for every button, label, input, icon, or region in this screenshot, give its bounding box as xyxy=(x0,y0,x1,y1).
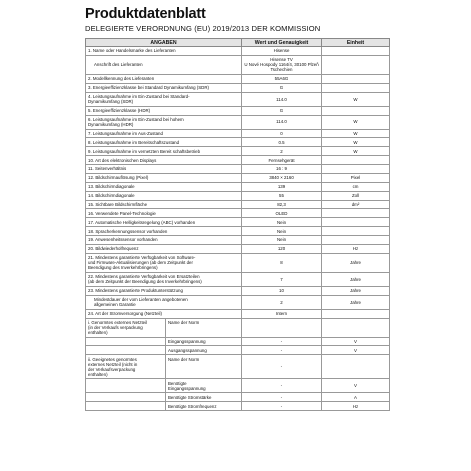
row-value xyxy=(242,129,322,138)
row-label xyxy=(86,147,242,156)
row-value: - xyxy=(242,393,322,402)
table-body xyxy=(86,47,390,411)
cell-text-line: OLED xyxy=(275,210,288,216)
row-value xyxy=(242,115,322,129)
row-label xyxy=(86,191,242,200)
row-label xyxy=(86,129,242,138)
table-row xyxy=(86,272,390,286)
row-value xyxy=(242,309,322,318)
cell-text-line: Benötigte xyxy=(168,380,187,386)
cell-text-line: 8. Leistungsaufnahme im Bereitschaftszustand xyxy=(88,139,180,145)
cell-text-line: Nein xyxy=(276,228,287,234)
row-label xyxy=(86,295,242,309)
psu-group-label xyxy=(86,346,166,354)
table-row xyxy=(86,129,390,138)
cell-text-line: 114.0 xyxy=(276,119,287,125)
column-header-einheit: Einheit xyxy=(322,39,390,47)
psu-group-label xyxy=(86,402,166,410)
psu-label-cell xyxy=(86,355,242,379)
table-row xyxy=(86,165,390,174)
table-row xyxy=(86,173,390,182)
row-label xyxy=(86,92,242,106)
cell-text-line: Dynamikumfang (SDR) xyxy=(88,99,134,105)
cell-text-line: 2. Modellkennung des Lieferanten xyxy=(88,76,155,82)
cell-text-line: G xyxy=(279,85,284,91)
cell-text-line: 22. Mindestens garantierte Verfügbarkeit von Ersatzteilen xyxy=(88,274,200,280)
cell-text-line: 7 xyxy=(280,276,283,282)
row-unit: Jahre xyxy=(322,286,390,295)
psu-param-label xyxy=(166,355,241,378)
table-row xyxy=(86,182,390,191)
row-value xyxy=(242,286,322,295)
page-title: Produktdatenblatt xyxy=(85,6,206,22)
datasheet-table xyxy=(85,38,390,411)
cell-text-line: 16. Verwendete Panel-Technologie xyxy=(88,210,156,216)
row-value: - xyxy=(242,402,322,411)
row-unit: dm² xyxy=(322,200,390,209)
row-value xyxy=(242,74,322,83)
table-row xyxy=(86,92,390,106)
cell-text-line: U Nové Hospody 1164/4, 30100 Plzeň xyxy=(244,62,319,68)
cell-text-line: Eingangsspannung xyxy=(168,338,206,344)
cell-text-line: Mindestdauer der vom Lieferanten angebotenen xyxy=(94,297,188,303)
table-row xyxy=(86,47,390,56)
row-label xyxy=(86,115,242,129)
row-label xyxy=(86,218,242,227)
table-row xyxy=(86,191,390,200)
psu-label-cell xyxy=(86,402,242,411)
cell-text-line: enthalten) xyxy=(88,330,108,336)
cell-text-line: 120 xyxy=(277,246,286,252)
cell-text-line: enthalten) xyxy=(88,371,108,377)
row-label xyxy=(86,236,242,245)
psu-external-row xyxy=(86,402,390,411)
table-row xyxy=(86,295,390,309)
row-label xyxy=(86,286,242,295)
row-unit: W xyxy=(322,115,390,129)
table-row xyxy=(86,83,390,92)
psu-label-cell xyxy=(86,337,242,346)
psu-internal-row xyxy=(86,318,390,337)
cell-text-line: 0 xyxy=(280,130,283,136)
row-label xyxy=(86,83,242,92)
cell-text-line: 13. Bildschirmdiagonale xyxy=(88,184,135,190)
table-row xyxy=(86,236,390,245)
table-row xyxy=(86,218,390,227)
row-unit xyxy=(322,227,390,236)
row-value xyxy=(242,47,322,56)
row-unit: Zoll xyxy=(322,191,390,200)
psu-label-cell xyxy=(86,318,242,337)
row-value xyxy=(242,55,322,74)
psu-param-label xyxy=(166,338,241,346)
psu-group-label xyxy=(86,379,166,392)
cell-text-line: 139 xyxy=(277,184,286,190)
cell-text-line: 2 xyxy=(280,299,283,305)
cell-text-line: Intern xyxy=(275,311,288,317)
cell-text-line: G xyxy=(279,108,284,114)
psu-label-cell xyxy=(86,346,242,355)
table-row xyxy=(86,55,390,74)
cell-text-line: 4. Leistungsaufnahme im Ein-Zustand bei Standard- xyxy=(88,94,190,100)
row-label xyxy=(86,253,242,272)
row-unit: W xyxy=(322,147,390,156)
psu-group-label xyxy=(86,338,166,346)
cell-text-line: 7. Leistungsaufnahme im Aus-Zustand xyxy=(88,130,163,136)
row-label xyxy=(86,138,242,147)
row-unit xyxy=(322,218,390,227)
row-value xyxy=(242,138,322,147)
row-unit: Jahre xyxy=(322,272,390,286)
row-label xyxy=(86,200,242,209)
row-value xyxy=(242,200,322,209)
row-label xyxy=(86,55,242,74)
cell-text-line: 3840 × 2160 xyxy=(269,175,294,181)
row-unit: Hz xyxy=(322,244,390,253)
psu-param-label xyxy=(166,393,241,401)
cell-text-line: Hisense TV xyxy=(270,57,293,63)
row-value xyxy=(242,236,322,245)
row-unit: Jahre xyxy=(322,253,390,272)
psu-group-label xyxy=(86,355,166,378)
psu-internal-row xyxy=(86,337,390,346)
table-row xyxy=(86,74,390,83)
cell-text-line: der Verkaufsverpackung xyxy=(88,366,136,372)
cell-text-line: 11. Seitenverhältnis xyxy=(88,166,127,172)
psu-param-label xyxy=(166,402,241,410)
row-value xyxy=(242,106,322,115)
cell-text-line: Hisense xyxy=(273,48,290,54)
psu-split xyxy=(86,355,241,378)
psu-param-label xyxy=(166,346,241,354)
cell-text-line: (in der Verkaufs verpackung xyxy=(88,324,143,330)
row-value: - xyxy=(242,346,322,355)
cell-text-line: Fernsehgerät xyxy=(268,157,295,163)
psu-param-label xyxy=(166,319,241,337)
row-value xyxy=(242,165,322,174)
row-label xyxy=(86,309,242,318)
row-unit: A xyxy=(322,393,390,402)
cell-text-line: 3. Energieeffizienzklasse bei Standard Dynamikumfang (SDR) xyxy=(88,85,209,91)
table-row xyxy=(86,156,390,165)
row-unit xyxy=(322,106,390,115)
psu-external-row xyxy=(86,355,390,379)
cell-text-line: 55 xyxy=(279,193,284,199)
cell-text-line: 82,3 xyxy=(277,201,286,207)
cell-text-line: 14. Bildschirmdiagonale xyxy=(88,193,135,199)
psu-split xyxy=(86,379,241,392)
table-row xyxy=(86,200,390,209)
row-label xyxy=(86,182,242,191)
psu-param-label xyxy=(166,379,241,392)
row-unit xyxy=(322,165,390,174)
cell-text-line: (ab dem Zeitpunkt der Beendigung des Inverkehrbringens) xyxy=(88,279,202,285)
column-header-wert: Wert und Genauigkeit xyxy=(242,39,322,47)
psu-group-label xyxy=(86,319,166,337)
row-value xyxy=(242,173,322,182)
row-unit xyxy=(322,156,390,165)
table-row xyxy=(86,106,390,115)
cell-text-line: Eingangsspannung xyxy=(168,385,206,391)
cell-text-line: 24. Art der Stromversorgung (Netzteil) xyxy=(88,311,162,317)
psu-external-row xyxy=(86,393,390,402)
row-unit xyxy=(322,236,390,245)
table-row xyxy=(86,115,390,129)
cell-text-line: Ausgangsspannung xyxy=(168,347,207,353)
cell-text-line: 114.0 xyxy=(276,96,287,102)
cell-text-line: 15. Sichtbare Bildschirmfläche xyxy=(88,201,148,207)
cell-text-line: 0.5 xyxy=(278,139,285,145)
row-value xyxy=(242,182,322,191)
row-value xyxy=(242,92,322,106)
table-row xyxy=(86,227,390,236)
cell-text-line: Name der Norm xyxy=(168,319,200,325)
psu-group-label xyxy=(86,393,166,401)
row-unit: V xyxy=(322,346,390,355)
row-unit xyxy=(322,209,390,218)
row-unit xyxy=(322,309,390,318)
row-value xyxy=(242,318,322,337)
row-unit xyxy=(322,355,390,379)
row-label xyxy=(86,47,242,56)
row-label xyxy=(86,209,242,218)
column-header-angaben: ANGABEN xyxy=(86,39,242,47)
row-value xyxy=(242,147,322,156)
row-label xyxy=(86,74,242,83)
row-unit xyxy=(322,55,390,74)
page-subtitle: DELEGIERTE VERORDNUNG (EU) 2019/2013 DER KOMMISSION xyxy=(85,24,321,33)
cell-text-line: 16 : 9 xyxy=(276,166,287,172)
cell-text-line: 55A6G xyxy=(274,76,289,82)
row-value xyxy=(242,156,322,165)
row-value xyxy=(242,253,322,272)
row-value: - xyxy=(242,379,322,393)
row-value xyxy=(242,209,322,218)
row-label xyxy=(86,106,242,115)
psu-internal-row xyxy=(86,346,390,355)
cell-text-line: i. Genormtes externes Netzteil xyxy=(88,319,148,325)
row-unit xyxy=(322,74,390,83)
cell-text-line: ii. Geeignetes genormtes xyxy=(88,356,137,362)
cell-text-line: 10. Art des elektronischen Displays xyxy=(88,157,157,163)
row-unit xyxy=(322,83,390,92)
row-unit: Hz xyxy=(322,402,390,411)
cell-text-line: 8 xyxy=(280,260,283,266)
row-label xyxy=(86,156,242,165)
cell-text-line: 1. Name oder Handelsmarke des Lieferanten xyxy=(88,48,176,54)
cell-text-line: 19. Anwesenheitssensor vorhanden xyxy=(88,237,158,243)
row-unit: cm xyxy=(322,182,390,191)
cell-text-line: 20. Bildwiederholfrequenz xyxy=(88,246,139,252)
row-label xyxy=(86,227,242,236)
cell-text-line: Benötigte Stromstärke xyxy=(168,394,212,400)
row-value xyxy=(242,295,322,309)
row-value xyxy=(242,83,322,92)
row-value: - xyxy=(242,355,322,379)
cell-text-line: 12. Bildschirmauflösung (Pixel) xyxy=(88,175,149,181)
psu-label-cell xyxy=(86,393,242,402)
cell-text-line: 10 xyxy=(279,288,284,294)
table-row xyxy=(86,309,390,318)
cell-text-line: externes Netzteil (nicht in xyxy=(88,361,138,367)
row-label xyxy=(86,165,242,174)
cell-text-line: Name der Norm xyxy=(168,356,200,362)
table-row xyxy=(86,138,390,147)
row-label xyxy=(86,272,242,286)
cell-text-line: Nein xyxy=(276,219,287,225)
psu-split xyxy=(86,338,241,346)
row-value xyxy=(242,272,322,286)
row-unit: W xyxy=(322,129,390,138)
table-row xyxy=(86,244,390,253)
row-value xyxy=(242,218,322,227)
row-unit: W xyxy=(322,92,390,106)
cell-text-line: Nein xyxy=(276,237,287,243)
cell-text-line: 2 xyxy=(280,148,283,154)
table-row xyxy=(86,286,390,295)
cell-text-line: 23. Mindestens garantierte Produktunterstützung xyxy=(88,288,183,294)
row-value xyxy=(242,191,322,200)
row-label xyxy=(86,244,242,253)
cell-text-line: 5. Energieeffizienzklasse (HDR) xyxy=(88,108,151,114)
table-row xyxy=(86,147,390,156)
cell-text-line: Dynamikumfang (HDR) xyxy=(88,122,134,128)
row-value xyxy=(242,244,322,253)
cell-text-line: und Firmware-Aktualisierungen (ab dem Zeitpunkt der xyxy=(88,260,193,266)
row-unit: Jahre xyxy=(322,295,390,309)
cell-text-line: 17. Automatische Helligkeitsregelung (ABC) vorhanden xyxy=(88,219,196,225)
cell-text-line: Tschechien xyxy=(270,67,293,73)
row-unit xyxy=(322,47,390,56)
row-label xyxy=(86,173,242,182)
psu-split xyxy=(86,393,241,401)
datasheet xyxy=(85,6,389,411)
psu-split xyxy=(86,402,241,410)
cell-text-line: 18. Spracherkennungssensor vorhanden xyxy=(88,228,168,234)
row-value xyxy=(242,227,322,236)
cell-text-line: Anschrift des Lieferanten xyxy=(94,62,143,68)
row-value: - xyxy=(242,337,322,346)
table-row xyxy=(86,209,390,218)
cell-text-line: 6. Leistungsaufnahme im Ein-Zustand bei hohem xyxy=(88,116,184,122)
psu-split xyxy=(86,319,241,337)
cell-text-line: 9. Leistungsaufnahme im vernetzten Bereit schaftsbetrieb xyxy=(88,148,201,154)
row-unit: V xyxy=(322,337,390,346)
cell-text-line: 21. Mindestens garantierte Verfügbarkeit von Software- xyxy=(88,255,196,261)
row-unit: W xyxy=(322,138,390,147)
cell-text-line: Beendigung des Inverkehrbringens) xyxy=(88,265,158,271)
table-header-row xyxy=(86,39,390,47)
cell-text-line: allgemeinen Garantie xyxy=(94,302,136,308)
psu-label-cell xyxy=(86,379,242,393)
row-unit: Pixel xyxy=(322,173,390,182)
cell-text-line: Benötigte Stromfrequenz xyxy=(168,403,217,409)
row-unit: V xyxy=(322,379,390,393)
table-row xyxy=(86,253,390,272)
psu-external-row xyxy=(86,379,390,393)
psu-split xyxy=(86,346,241,354)
row-unit xyxy=(322,318,390,337)
